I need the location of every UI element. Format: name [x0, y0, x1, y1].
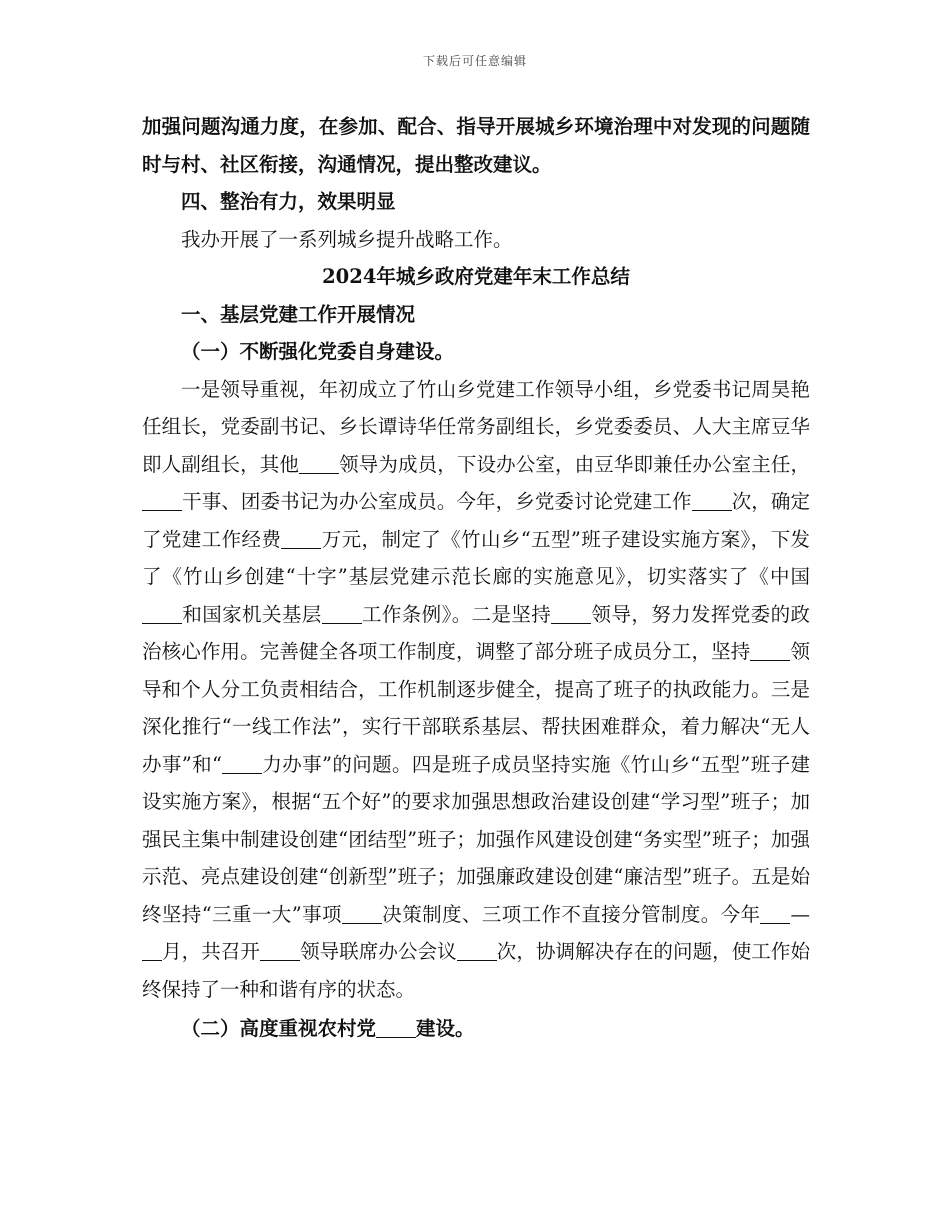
body-text: 月，共召开 [162, 940, 260, 963]
paragraph-summary: 我办开展了一系列城乡提升战略工作。 [181, 227, 513, 251]
body-paragraph [142, 371, 810, 1009]
blank-line [551, 605, 591, 624]
body-text: 和国家机关基层 [182, 602, 322, 626]
subsection-heading-two [142, 1010, 810, 1048]
blank-line [692, 492, 732, 511]
document-body [142, 108, 810, 1048]
page-header: 下载后可任意编辑 [422, 54, 527, 68]
blank-line [222, 755, 262, 774]
body-text: 次，确定了党建工作经费 [142, 490, 810, 551]
body-text: 工作条例》。二是坚持 [361, 602, 552, 626]
blank-line [142, 492, 182, 511]
body-text: 次，协调解决存在的问题，使工作始终保持了一种和谐有序的状态。 [142, 940, 810, 1001]
blank-line [750, 642, 790, 661]
blank-line [281, 530, 321, 549]
body-text: 力办事”的问题。四是班子成员坚持实施《竹山乡“五型”班子建设实施方案》，根据“五个好”的要求加强思想政治建设创建“学习型”班子；加强民主集中制建设创建“团结型”班子；加强作风建设创建“务实型”班子；加强示范、亮点建设创建“创新型”班子；加强廉政建设创建“廉洁型”班子。五是始终坚持“三重一大”事项 [142, 752, 810, 926]
blank-line [376, 1019, 416, 1038]
blank-line [322, 605, 362, 624]
blank-line [457, 942, 497, 961]
heading-four: 四、整治有力，效果明显 [181, 190, 396, 213]
paragraph-intro: 加强问题沟通力度，在参加、配合、指导开展城乡环境治理中对发现的问题随时与村、社区衔接，沟通情况，提出整改建议。 [142, 115, 810, 176]
body-text: 一是领导重视，年初成立了竹山乡党建工作领导小组，乡党委书记周昊艳任组长，党委副书记、乡长谭诗华任常务副组长，乡党委委员、人大主席豆华即人副组长，其他 [142, 377, 810, 476]
body-text: 万元，制定了《竹山乡“五型”班子建设实施方案》，下发了《竹山乡创建“十字”基层党建示范长廊的实施意见》，切实落实了《中国 [142, 527, 810, 588]
body-text: 领导联席办公会议 [299, 940, 457, 963]
body-text: 领导，努力发挥党委的政治核心作用。完善健全各项工作制度，调整了部分班子成员分工，坚持 [142, 602, 810, 663]
blank-line [260, 942, 300, 961]
body-text: 领导和个人分工负责相结合，工作机制逐步健全，提高了班子的执政能力。三是深化推行“一线工作法”，实行干部联系基层、帮扶困难群众，着力解决“无人办事”和“ [142, 640, 810, 776]
document-title: 2024年城乡政府党建年末工作总结 [322, 265, 630, 288]
blank-line [142, 942, 162, 961]
blank-line [760, 905, 790, 924]
subsection-heading-one: （一）不断强化党委自身建设。 [181, 340, 455, 363]
body-text: 领导为成员，下设办公室，由豆华即兼任办公室主任， [339, 452, 810, 476]
heading-text: （二）高度重视农村党 [181, 1017, 377, 1040]
section-heading-one: 一、基层党建工作开展情况 [181, 302, 416, 326]
body-text: 干事、团委书记为办公室成员。今年，乡党委讨论党建工作 [182, 490, 692, 513]
body-text: 决策制度、三项工作不直接分管制度。今年 [381, 902, 761, 926]
body-text: — [790, 902, 810, 926]
blank-line [299, 455, 339, 474]
heading-text: 建设。 [416, 1017, 475, 1040]
blank-line [142, 605, 182, 624]
blank-line [342, 905, 382, 924]
